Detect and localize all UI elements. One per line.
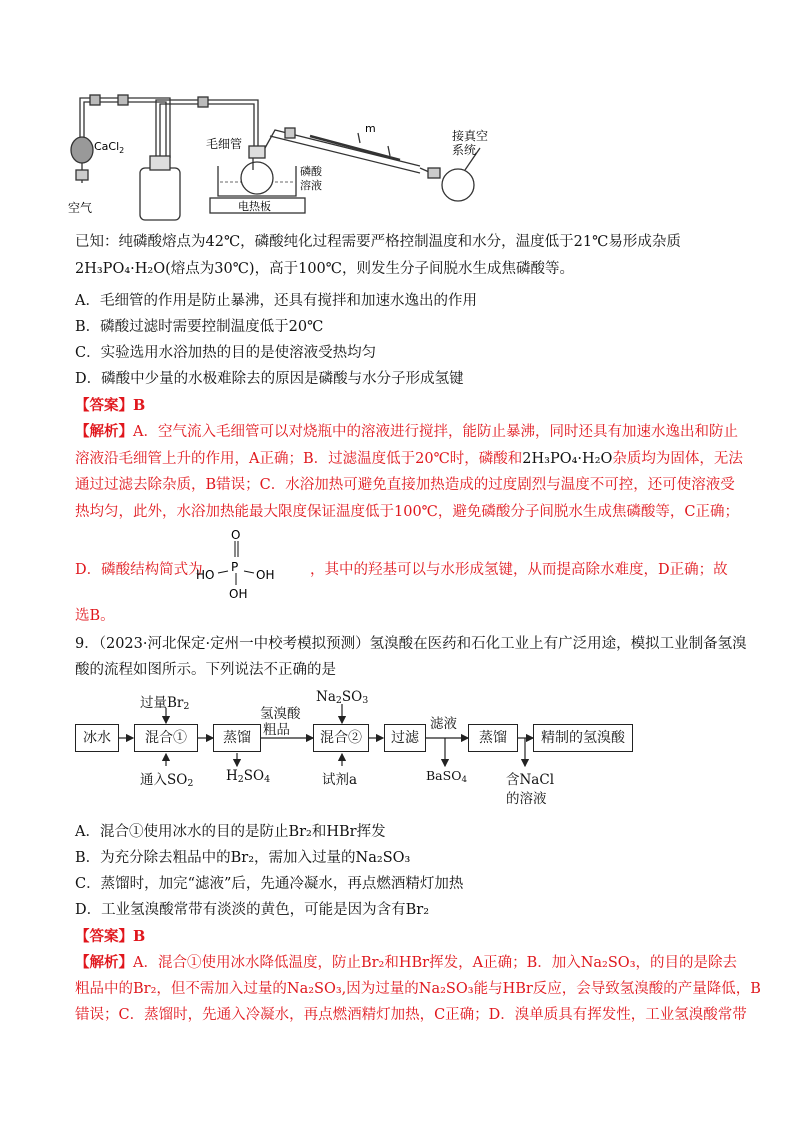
flow-label-excess-br2: 过量$Br_2$ <box>140 695 190 712</box>
air-label: 空气 <box>68 201 93 215</box>
q9-option-c: C．蒸馏时，加完“滤液”后，先通冷凝水，再点燃酒精灯加热 <box>75 876 464 892</box>
heater-label: 电热板 <box>238 200 271 213</box>
acid-label-1: 磷酸 <box>300 165 322 178</box>
q8-explanation-line-6: 选B。 <box>75 608 115 624</box>
q9-explanation-line-1 <box>75 951 737 972</box>
flow-box-filter: 过滤 <box>384 724 426 752</box>
q8-answer: 【答案】B <box>75 397 146 414</box>
capillary-label: 毛细管 <box>206 137 243 151</box>
flow-label-crude-2: 粗品 <box>263 722 290 738</box>
q9-option-a: A．混合①使用冰水的目的是防止Br₂和HBr挥发 <box>75 824 386 840</box>
q8-option-d: D．磷酸中少量的水极难除去的原因是磷酸与水分子形成氢键 <box>75 371 464 387</box>
struct-o-top: O <box>231 528 241 542</box>
q8-impurity-formula: 2H₃PO₄·H₂O <box>75 261 166 277</box>
flow-label-filtrate: 滤液 <box>430 716 457 732</box>
flow-box-ice-water: 冰水 <box>75 724 119 752</box>
flow-label-reagent-a: 试剂a <box>322 772 358 788</box>
q8-explanation-line-4: 热均匀，此外，水浴加热能最大限度保证温度低于100℃，避免磷酸分子间脱水生成焦磷酸等，C正确； <box>75 504 739 520</box>
q8-explanation-line-5a: D．磷酸结构简式为 <box>75 562 203 578</box>
vacuum-label-2: 系统 <box>452 143 477 157</box>
struct-ho: HO <box>196 568 215 582</box>
flow-label-nacl-2: 的溶液 <box>506 791 547 807</box>
flow-box-refined-hbr: 精制的氢溴酸 <box>533 724 633 752</box>
struct-oh-bottom: OH <box>229 587 248 601</box>
q9-option-b: B．为充分除去粗品中的Br₂，需加入过量的Na₂SO₃ <box>75 850 411 866</box>
flow-label-baso4: BaSO$_4$ <box>426 768 468 785</box>
q8-exp2-formula: 2H₃PO₄·H₂O <box>522 451 613 467</box>
q8-explanation-line-2 <box>75 447 743 468</box>
struct-oh-right: OH <box>256 568 275 582</box>
q8-known-line-1: 已知：纯磷酸熔点为42℃，磷酸纯化过程需要严格控制温度和水分，温度低于21℃易形成杂质 <box>75 234 681 250</box>
q9-option-d: D．工业氢溴酸常带有淡淡的黄色，可能是因为含有Br₂ <box>75 902 430 918</box>
q9-answer: 【答案】B <box>75 928 146 945</box>
q9-explanation-line-3: 错误；C．蒸馏时，先通入冷凝水，再点燃酒精灯加热，C正确；D．溴单质具有挥发性，工业氢溴酸常带 <box>75 1007 747 1023</box>
m-label: m <box>365 122 376 135</box>
q8-exp2a: 溶液沿毛细管上升的作用，A正确；B．过滤温度低于20℃时，磷酸和 <box>75 451 523 467</box>
struct-p: P <box>231 560 239 574</box>
flow-label-h2so4: $H_2SO_4$ <box>226 768 271 785</box>
flow-box-mix-2: 混合② <box>313 724 369 752</box>
q9-stem-line-1: 9．（2023·河北保定·定州一中校考模拟预测）氢溴酸在医药和石化工业上有广泛用途，模拟工业制备氢溴 <box>75 636 747 652</box>
flow-label-nacl-1: 含NaCl <box>506 772 555 788</box>
q8-option-b: B．磷酸过滤时需要控制温度低于20℃ <box>75 319 324 335</box>
q8-explanation-line-5b: ，其中的羟基可以与水形成氢键，从而提高除水难度，D正确；故 <box>310 562 728 578</box>
q8-known-line-2 <box>75 257 574 278</box>
q9-exp1: A．混合①使用冰水降低温度，防止Br₂和HBr挥发，A正确；B．加入Na₂SO₃，的目的是除去 <box>133 955 738 971</box>
q8-explanation-head: 【解析】 <box>75 423 133 440</box>
q8-exp1: A．空气流入毛细管可以对烧瓶中的溶液进行搅拌，能防止暴沸，同时还具有加速水逸出和防止 <box>133 424 738 440</box>
q8-exp2b: 杂质均为固体，无法 <box>612 451 743 467</box>
flow-label-na2so3: $Na_2SO_3$ <box>316 689 369 706</box>
q9-stem-line-2: 酸的流程如图所示。下列说法不正确的是 <box>75 662 336 678</box>
phosphoric-acid-structure <box>190 527 290 603</box>
acid-label-2: 溶液 <box>300 179 322 192</box>
q8-option-a: A．毛细管的作用是防止暴沸，还具有搅拌和加速水逸出的作用 <box>75 293 477 309</box>
flow-label-crude-1: 氢溴酸 <box>260 706 301 722</box>
flow-box-mix-1: 混合① <box>134 724 198 752</box>
q8-explanation-line-1 <box>75 420 738 441</box>
q8-known-rest: (熔点为30℃)，高于100℃，则发生分子间脱水生成焦磷酸等。 <box>165 261 574 277</box>
q8-option-c: C．实验选用水浴加热的目的是使溶液受热均匀 <box>75 345 377 361</box>
vacuum-label-1: 接真空 <box>452 129 489 143</box>
vacuum-distillation-apparatus <box>60 88 520 223</box>
flow-label-so2: 通入$SO_2$ <box>140 772 194 789</box>
flow-box-distill-1: 蒸馏 <box>213 724 261 752</box>
flow-box-distill-2: 蒸馏 <box>468 724 518 752</box>
cacl2-label: CaCl$_2$ <box>94 140 125 155</box>
q8-explanation-line-3: 通过过滤去除杂质，B错误；C．水浴加热可避免直接加热造成的过度剧烈与温度不可控，还可使溶液受 <box>75 477 735 493</box>
q9-explanation-head: 【解析】 <box>75 954 133 971</box>
q9-explanation-line-2: 粗品中的Br₂，但不需加入过量的Na₂SO₃,因为过量的Na₂SO₃能与HBr反应，会导致氢溴酸的产量降低，B <box>75 981 761 997</box>
